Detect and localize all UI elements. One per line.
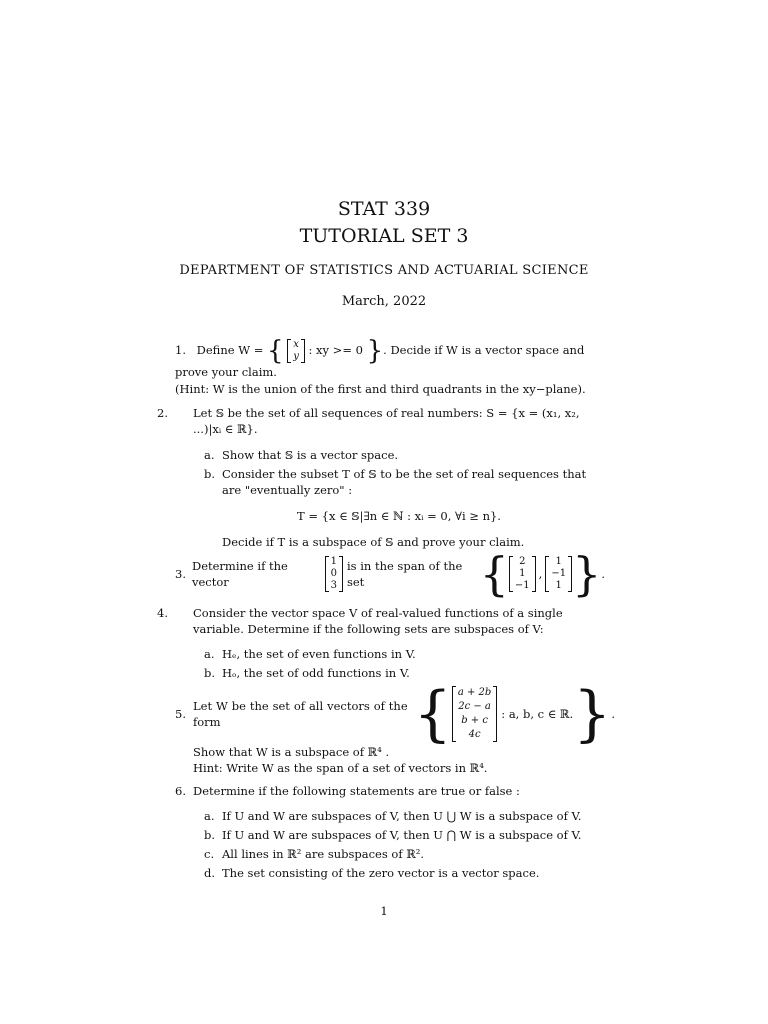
item-label: a. <box>204 448 215 462</box>
question-number: 1. <box>175 343 186 357</box>
item-text: If U and W are subspaces of V, then U ⋂ W is a subspace of V. <box>222 828 582 842</box>
tutorial-title: TUTORIAL SET 3 <box>299 225 469 247</box>
q3-mid: is in the span of the set <box>346 559 463 589</box>
q2-formula: T = {x ∈ 𝕊|∃n ∈ ℕ : xᵢ = 0, ∀i ≥ n}. <box>297 509 501 523</box>
q1-lead: Define W = <box>196 343 264 357</box>
vector-entry: 1 <box>555 556 562 567</box>
vector-entry: 2 <box>519 556 526 567</box>
q2-text: Let 𝕊 be the set of all sequences of real numbers: S = {x = (x₁, x₂, ...)|xᵢ ∈ ℝ}. <box>193 406 580 436</box>
q4-b-text: Hₒ, the set of odd functions in V. <box>222 666 410 680</box>
question-1 <box>175 338 605 397</box>
q5-condition: : a, b, c ∈ ℝ. <box>501 707 574 721</box>
question-3: 3. Determine if the vector 1 0 3 is in the span of the set { 2 1 −1 , 1 −1 1 } . <box>175 547 605 601</box>
question-5: 5. Let W be the set of all vectors of the form { a + 2b 2c − a b + c 4c : a, b, c ∈ ℝ. } . Show that W is a subspace of ℝ⁴ . Hint: Write W as the span of a set of vectors in ℝ⁴. <box>175 679 615 775</box>
q6-text: Determine if the following statements are true or false : <box>193 784 520 798</box>
vector-entry: y <box>293 351 299 362</box>
vector-entry: 1 <box>519 568 526 579</box>
q3-set-vector-2 <box>545 556 572 592</box>
q5-show: Show that W is a subspace of ℝ⁴ . <box>193 745 390 759</box>
q2-decide: Decide if T is a subspace of 𝕊 and prove your claim. <box>222 535 525 549</box>
question-number: 4. <box>157 606 168 620</box>
q5-lead: Let W be the set of all vectors of the form <box>193 699 408 729</box>
vector-entry: a + 2b <box>457 687 492 698</box>
q2-b-text: Consider the subset T of 𝕊 to be the set of real sequences that are "eventually zero" : <box>222 467 587 497</box>
question-2 <box>157 405 605 550</box>
q1-hint: (Hint: W is the union of the first and third quadrants in the xy−plane). <box>175 382 586 396</box>
item-text: The set consisting of the zero vector is a vector space. <box>222 866 540 880</box>
left-brace: { <box>413 679 452 749</box>
document-date: March, 2022 <box>341 294 427 309</box>
item-label: c. <box>204 847 215 861</box>
vector-entry: −1 <box>514 580 530 591</box>
question-6 <box>175 783 605 881</box>
vector-entry: 0 <box>330 568 337 579</box>
item-label: b. <box>204 666 216 680</box>
right-brace: } <box>573 679 612 749</box>
right-brace: } <box>366 336 384 366</box>
item-label: d. <box>204 866 216 880</box>
q2-a-text: Show that 𝕊 is a vector space. <box>222 448 399 462</box>
left-brace: { <box>267 336 284 366</box>
q1-condition: : xy >= 0 <box>308 343 363 357</box>
vector-entry: 1 <box>555 580 562 591</box>
q3-vector <box>325 556 343 592</box>
list-item <box>175 846 605 862</box>
vector-entry: 1 <box>330 556 337 567</box>
q1-text: . Decide if W is a vector space and prove your claim. <box>175 343 585 379</box>
left-brace: { <box>479 547 509 601</box>
vector-entry: −1 <box>551 568 567 579</box>
item-label: a. <box>204 809 215 823</box>
vector-entry: b + c <box>461 715 488 726</box>
item-text: All lines in ℝ² are subspaces of ℝ². <box>222 847 425 861</box>
course-title: STAT 339 <box>337 198 431 220</box>
q3-set-vector-1 <box>509 556 536 592</box>
q5-vector <box>452 686 497 742</box>
list-item <box>175 808 605 824</box>
vector-entry: x <box>293 339 299 350</box>
vector-entry: 4c <box>468 729 481 740</box>
department-name: DEPARTMENT OF STATISTICS AND ACTUARIAL SCIENCE <box>179 263 589 278</box>
q3-lead: Determine if the vector <box>191 559 288 589</box>
q1-vector <box>287 339 305 363</box>
list-item <box>175 865 605 881</box>
question-number: 3. <box>175 567 186 581</box>
vector-entry: 2c − a <box>458 701 491 712</box>
right-brace: } <box>572 547 602 601</box>
q5-hint: Hint: Write W as the span of a set of vectors in ℝ⁴. <box>193 761 488 775</box>
item-label: b. <box>204 467 216 481</box>
q4-text: Consider the vector space V of real-valued functions of a single variable. Determine if the following sets are subspaces of V: <box>193 606 563 636</box>
item-text: If U and W are subspaces of V, then U ⋃ W is a subspace of V. <box>222 809 582 823</box>
question-number: 6. <box>175 784 186 798</box>
question-4 <box>157 605 605 681</box>
question-number: 5. <box>175 707 186 721</box>
q4-a-text: Hₑ, the set of even functions in V. <box>222 647 416 661</box>
question-number: 2. <box>157 406 168 420</box>
item-label: b. <box>204 828 216 842</box>
item-label: a. <box>204 647 215 661</box>
vector-entry: 3 <box>330 580 337 591</box>
list-item <box>175 827 605 843</box>
page-number: 1 <box>380 904 388 918</box>
